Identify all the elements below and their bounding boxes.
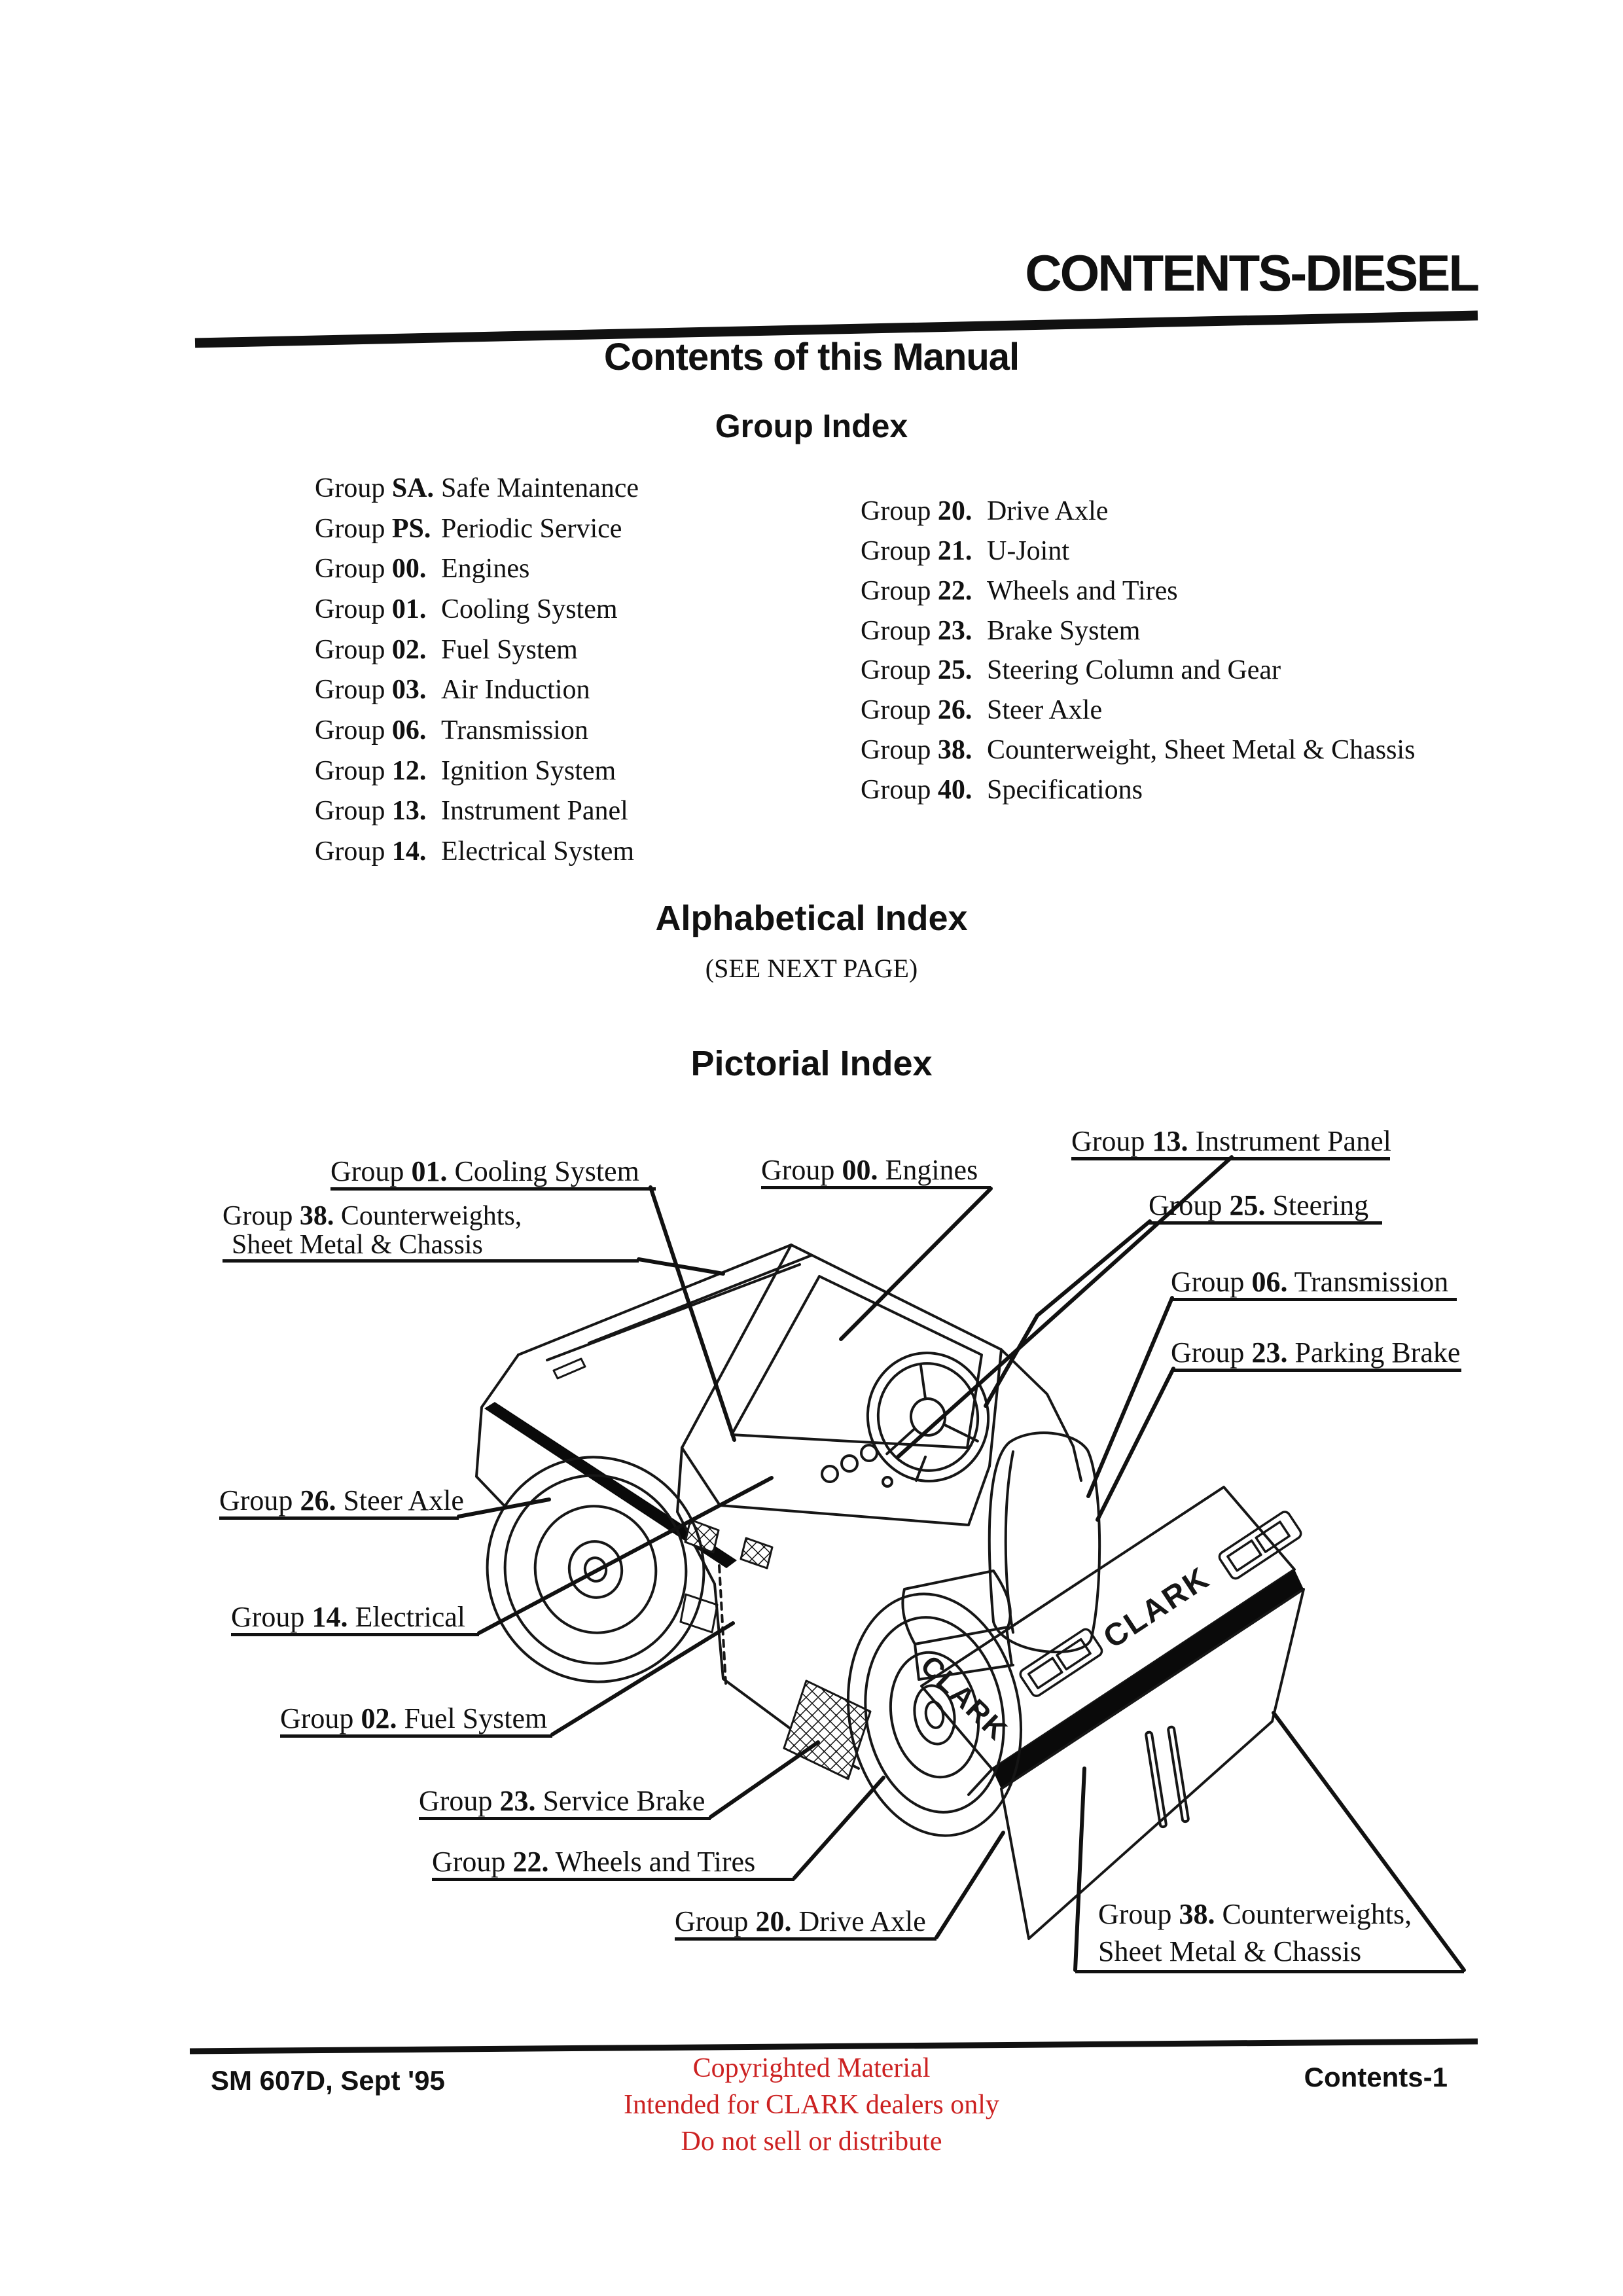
leader-wheels-tires [794,1778,883,1878]
contents-heading: Contents of this Manual [603,336,1020,378]
group-index-row: Group PS. Periodic Service [315,514,622,544]
footer-doc-ref: SM 607D, Sept '95 [211,2065,445,2096]
pictorial-label-engines: Group 00. Engines [761,1155,991,1189]
pictorial-label-electrical: Group 14. Electrical [231,1602,479,1636]
leader-engines [841,1189,991,1339]
group-index-row: Group 22. Wheels and Tires [861,576,1178,606]
group-index-row: Group 13. Instrument Panel [315,796,628,826]
pictorial-label-fuel-system: Group 02. Fuel System [280,1703,552,1738]
pictorial-label-transmission: Group 06. Transmission [1171,1266,1457,1301]
vehicle-hood [476,1245,812,1568]
group-index-row: Group 03. Air Induction [315,675,590,705]
pictorial-label-instrument-panel: Group 13. Instrument Panel [1071,1126,1390,1160]
pictorial-label-steering: Group 25. Steering [1149,1190,1382,1225]
rear-latch-pair-1 [1217,1510,1302,1581]
pictorial-label-drive-axle: Group 20. Drive Axle [675,1906,936,1941]
group-index-row: Group SA. Safe Maintenance [315,473,639,503]
steering-wheel [859,1345,996,1489]
group-index-row: Group 00. Engines [315,554,530,584]
footer-copyright-line3: Do not sell or distribute [681,2126,942,2157]
clark-logo-rear-deck: CLARK [1097,1560,1217,1656]
group-index-row: Group 02. Fuel System [315,635,578,665]
pictorial-index-heading: Pictorial Index [690,1044,933,1083]
pictorial-label-counterweights-right: Group 38. Counterweights, Sheet Metal & Chassis [1075,1895,1464,1973]
clark-logo-side: CLARK [914,1649,1014,1748]
leader-steering [986,1221,1150,1406]
pictorial-label-counterweights-left: Group 38. Counterweights, Sheet Metal & Chassis [223,1202,639,1263]
pictorial-label-wheels-tires: Group 22. Wheels and Tires [432,1846,794,1881]
pictorial-label-parking-brake: Group 23. Parking Brake [1171,1337,1461,1372]
leader-steer-axle [459,1499,549,1516]
group-index-row: Group 01. Cooling System [315,594,618,624]
pictorial-label-steer-axle: Group 26. Steer Axle [219,1485,459,1520]
rear-slot-1 [1146,1732,1167,1827]
group-index-row: Group 20. Drive Axle [861,496,1109,526]
cowl-vent-2 [741,1538,772,1568]
rear-slot-2 [1168,1727,1189,1822]
footer-copyright-line2: Intended for CLARK dealers only [624,2090,999,2120]
group-index-row: Group 14. Electrical System [315,836,635,867]
leader-counterweights-left [639,1259,723,1274]
footer-page-number: Contents-1 [1304,2062,1448,2092]
footer-rule [190,2041,1478,2051]
grille-hatch [784,1681,870,1779]
see-next-page-note: (SEE NEXT PAGE) [705,954,918,983]
group-index-row: Group 26. Steer Axle [861,695,1103,725]
group-index-row: Group 21. U-Joint [861,536,1069,566]
pictorial-label-service-brake: Group 23. Service Brake [419,1785,711,1820]
alphabetical-index-heading: Alphabetical Index [655,899,968,938]
page-title: CONTENTS-DIESEL [1025,244,1478,302]
group-index-row: Group 23. Brake System [861,616,1141,646]
leader-fuel-system [552,1623,733,1734]
leader-service-brake [711,1742,818,1817]
group-index-row: Group 38. Counterweight, Sheet Metal & Chassis [861,735,1416,765]
pictorial-label-cooling: Group 01. Cooling System [330,1156,656,1191]
group-index-row: Group 40. Specifications [861,775,1143,805]
group-index-row: Group 12. Ignition System [315,756,616,786]
footer-copyright-line1: Copyrighted Material [692,2053,931,2083]
group-index-heading: Group Index [715,408,908,444]
group-index-row: Group 25. Steering Column and Gear [861,655,1281,685]
group-index-row: Group 06. Transmission [315,715,588,745]
leader-drive-axle [936,1833,1003,1937]
